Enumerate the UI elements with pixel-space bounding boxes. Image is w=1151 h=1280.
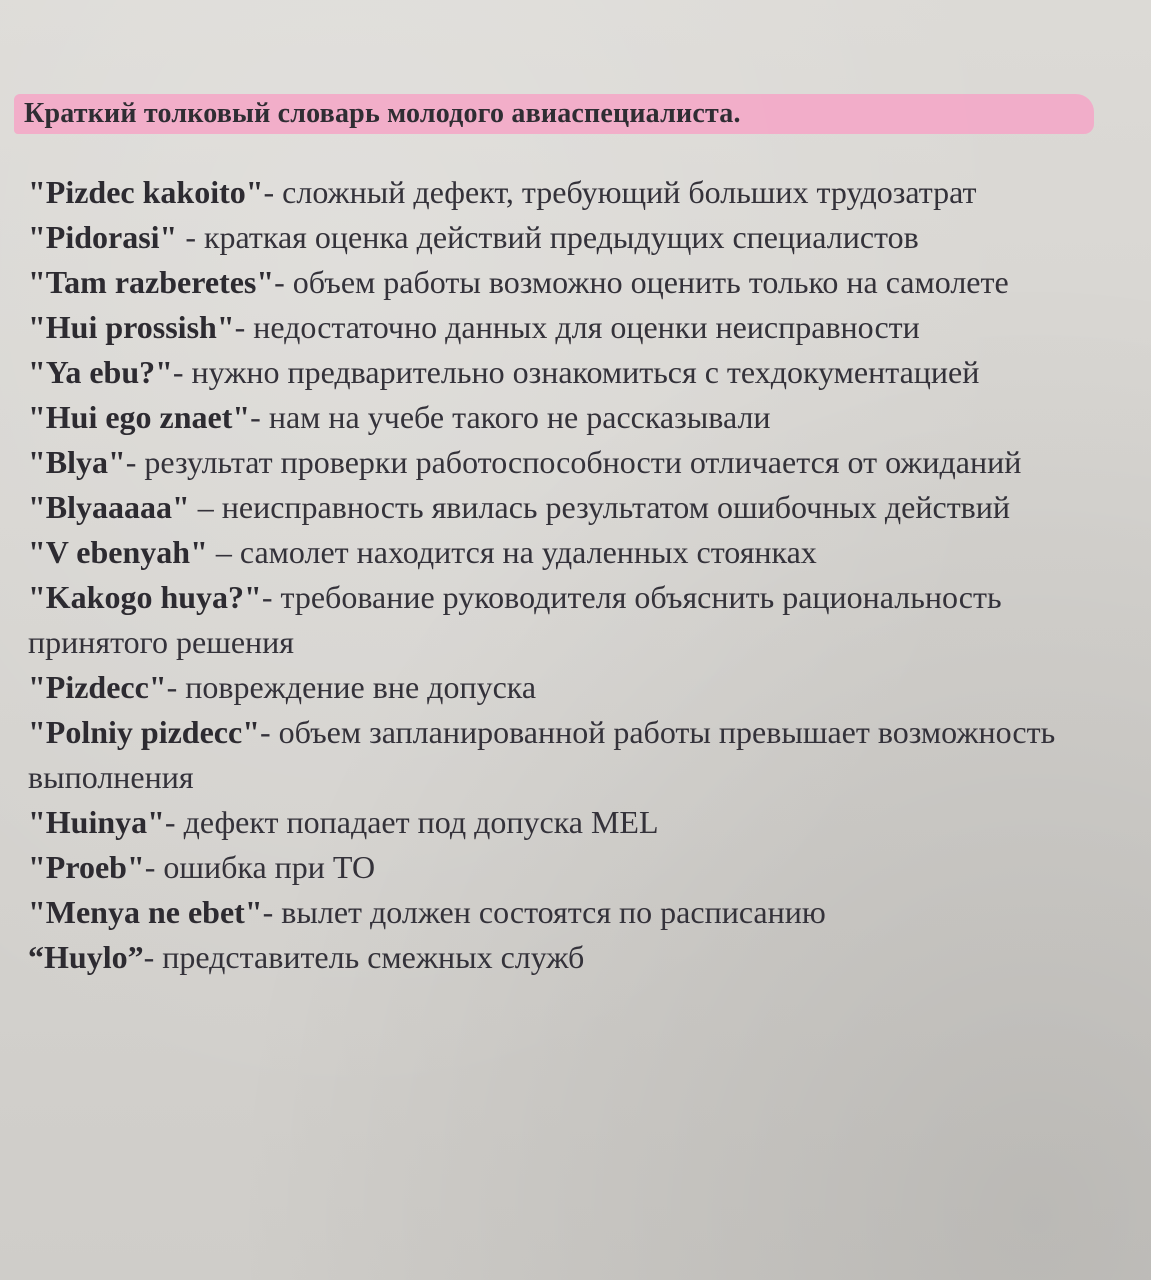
glossary-entry: [28, 440, 1138, 485]
entry-term: "Huinya": [28, 804, 165, 840]
entry-term: "Blyaaaaa": [28, 489, 190, 525]
glossary-entry: [28, 395, 1138, 440]
entry-separator: -: [164, 804, 184, 840]
entry-separator: -: [259, 714, 279, 750]
entry-definition: требование руководителя объяснить рациональность принятого решения: [28, 579, 1002, 660]
entry-separator: -: [125, 444, 145, 480]
glossary-entry: [28, 350, 1138, 395]
glossary-entry: [28, 665, 1138, 710]
entry-term: "Tam razberetes": [28, 264, 275, 300]
entry-definition: самолет находится на удаленных стоянках: [239, 534, 817, 570]
entry-term: "Pidorasi": [28, 219, 178, 255]
glossary-entry: [28, 575, 1138, 665]
entry-separator: –: [207, 534, 240, 570]
entry-term: "Pizdec kakoito": [28, 174, 264, 210]
glossary-entry: [28, 845, 1138, 890]
glossary-entry: [28, 260, 1138, 305]
glossary-entry: [28, 710, 1138, 800]
glossary-entry: [28, 215, 1138, 260]
entry-separator: -: [263, 174, 283, 210]
entry-term: "Polniy pizdecc": [28, 714, 260, 750]
entry-definition: вылет должен состоятся по расписанию: [281, 894, 826, 930]
entry-separator: -: [274, 264, 293, 300]
glossary-entry: [28, 170, 1138, 215]
entry-term: "Pizdecc": [28, 669, 167, 705]
entry-separator: –: [189, 489, 222, 525]
entry-separator: -: [262, 894, 282, 930]
entry-definition: краткая оценка действий предыдущих специалистов: [203, 219, 919, 255]
glossary-entry: [28, 305, 1138, 350]
entry-term: "Hui prossish": [28, 309, 235, 345]
entry-separator: -: [166, 669, 186, 705]
entry-definition: сложный дефект, требующий больших трудозатрат: [282, 174, 977, 210]
entry-definition: недостаточно данных для оценки неисправности: [253, 309, 920, 345]
entry-definition: нужно предварительно ознакомиться с техдокументацией: [191, 354, 980, 390]
entry-term: “Huylo”: [28, 939, 144, 975]
entry-separator: -: [144, 849, 164, 885]
entry-separator: -: [143, 939, 163, 975]
glossary-list: [28, 170, 1138, 980]
entry-term: "Blya": [28, 444, 126, 480]
entry-definition: объем работы возможно оценить только на самолете: [292, 264, 1009, 300]
document-title: Краткий толковый словарь молодого авиаспециалиста.: [24, 98, 741, 129]
glossary-entry: [28, 890, 1138, 935]
glossary-entry: [28, 530, 1138, 575]
entry-definition: неисправность явилась результатом ошибочных действий: [221, 489, 1011, 525]
entry-definition: нам на учебе такого не рассказывали: [268, 399, 771, 435]
entry-definition: объем запланированной работы превышает возможность выполнения: [28, 714, 1056, 795]
entry-term: "Ya ebu?": [28, 354, 173, 390]
entry-definition: ошибка при ТО: [163, 849, 376, 885]
entry-definition: результат проверки работоспособности отличается от ожиданий: [144, 444, 1022, 480]
entry-definition: представитель смежных служб: [162, 939, 585, 975]
entry-term: "Menya ne ebet": [28, 894, 263, 930]
entry-separator: -: [261, 579, 281, 615]
entry-separator: -: [234, 309, 254, 345]
glossary-entry: [28, 485, 1138, 530]
entry-term: "Kakogo huya?": [28, 579, 262, 615]
glossary-entry: [28, 935, 1138, 980]
glossary-entry: [28, 800, 1138, 845]
entry-term: "V ebenyah": [28, 534, 208, 570]
entry-separator: -: [177, 219, 204, 255]
entry-separator: -: [250, 399, 269, 435]
title-block: [14, 88, 1094, 138]
entry-definition: повреждение вне допуска: [185, 669, 537, 705]
entry-term: "Hui ego znaet": [28, 399, 251, 435]
entry-term: "Proeb": [28, 849, 145, 885]
entry-separator: -: [172, 354, 192, 390]
entry-definition: дефект попадает под допуска MEL: [183, 804, 659, 840]
